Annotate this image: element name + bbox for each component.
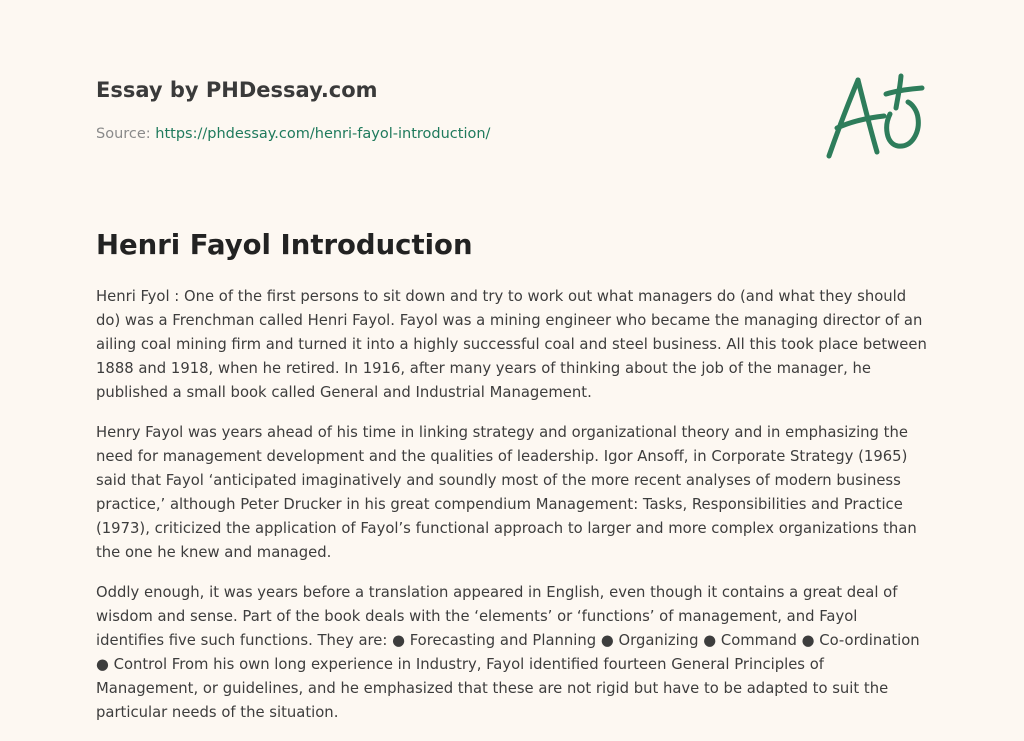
paragraph: Henri Fyol : One of the first persons to sit down and try to work out what managers do (and what they should do) was a Frenchman called Henri Fayol. Fayol was a mining engineer who became the managing director of an ailing coal mining firm and turned it into a highly successful coal and steel business. All this took place between 1888 and 1918, when he retired. In 1916, after many years of thinking about the job of the manager, he published a small book called General and Industrial Management. bbox=[96, 288, 927, 401]
page-title: Henri Fayol Introduction bbox=[96, 229, 473, 261]
brand-title: Essay by PHDessay.com bbox=[96, 78, 378, 102]
source-link[interactable]: https://phdessay.com/henri-fayol-introduction/ bbox=[155, 126, 491, 142]
source-label: Source: bbox=[96, 126, 156, 142]
a-plus-logo-icon bbox=[820, 66, 930, 166]
article-body bbox=[96, 285, 930, 741]
paragraph: Oddly enough, it was years before a translation appeared in English, even though it contains a great deal of wisdom and sense. Part of the book deals with the ‘elements’ or ‘functions’ of management, and Fayol identifies five such functions. They are: ● Forecasting and Planning ● Organizing ● Command ● Co-ordination ● Control From his own long experience in Industry, Fayol identified fourteen General Principles of Management, or guidelines, and he emphasized that these are not rigid but have to be adapted to suit the particular needs of the situation. bbox=[96, 584, 920, 721]
page-header bbox=[96, 76, 796, 144]
source-line bbox=[96, 124, 796, 144]
paragraph: Henry Fayol was years ahead of his time in linking strategy and organizational theory and in emphasizing the need for management development and the qualities of leadership. Igor Ansoff, in Corporate Strategy (1965) said that Fayol ‘anticipated imaginatively and soundly most of the more recent analyses of modern business practice,’ although Peter Drucker in his great compendium Management: Tasks, Responsibilities and Practice (1973), criticized the application of Fayol’s functional approach to larger and more complex organizations than the one he knew and managed. bbox=[96, 424, 917, 561]
